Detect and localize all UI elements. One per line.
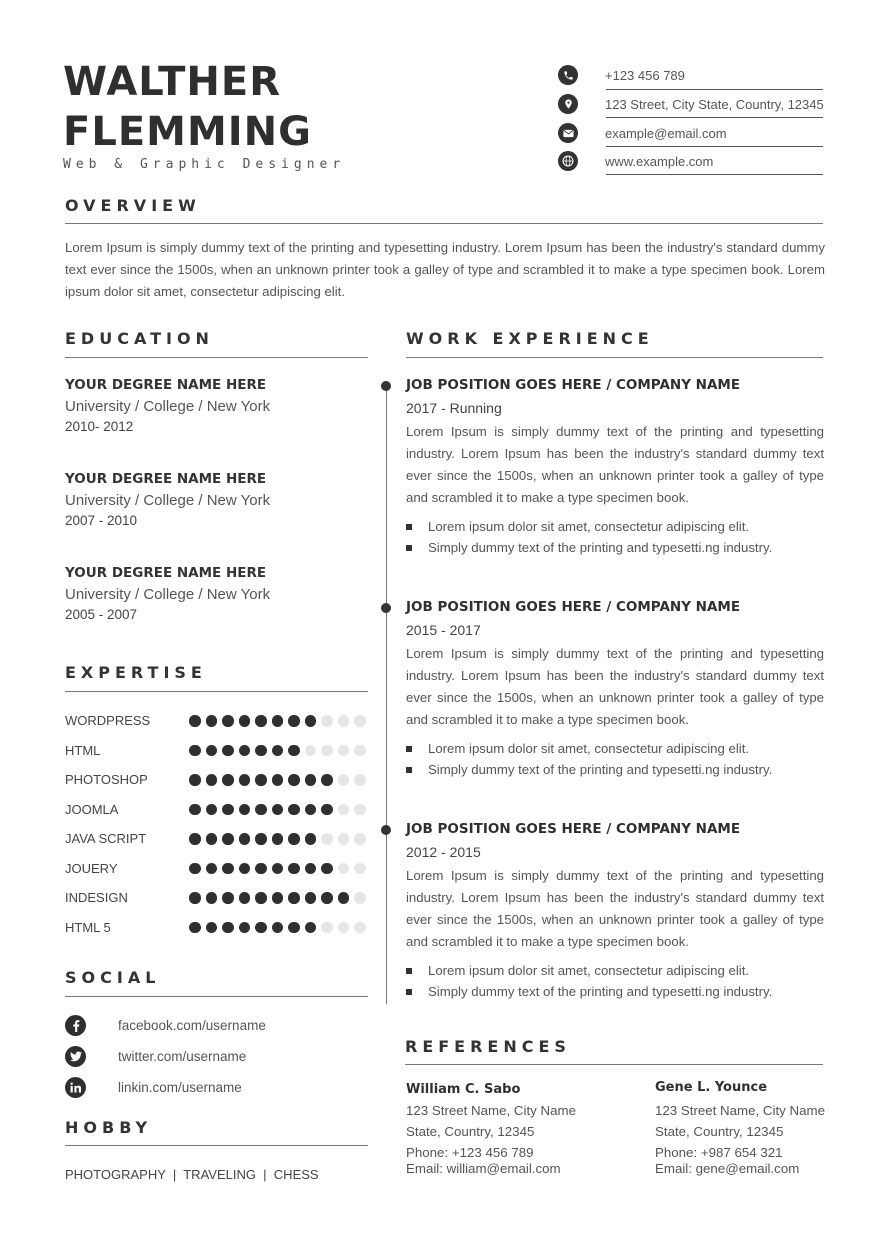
skill-dot-filled bbox=[288, 892, 300, 904]
skill-row bbox=[65, 713, 370, 729]
skill-dot-filled bbox=[288, 922, 300, 934]
skill-dot-filled bbox=[239, 804, 251, 816]
social-twitter[interactable] bbox=[65, 1046, 246, 1067]
contact-address-text: 123 Street, City State, Country, 12345 bbox=[605, 96, 824, 112]
hobby-list: PHOTOGRAPHY | TRAVELING | CHESS bbox=[65, 1167, 319, 1182]
reference-card bbox=[655, 1080, 825, 1176]
job-position: JOB POSITION GOES HERE / COMPANY NAME bbox=[406, 599, 741, 615]
social-facebook-text[interactable]: facebook.com/username bbox=[118, 1018, 266, 1033]
skill-dot-filled bbox=[272, 863, 284, 875]
job-dates: 2017 - Running bbox=[406, 400, 502, 416]
skill-row bbox=[65, 861, 370, 877]
location-pin-icon bbox=[558, 94, 578, 114]
skill-dot-filled bbox=[305, 863, 317, 875]
skill-dot-filled bbox=[255, 774, 267, 786]
contact-divider bbox=[606, 146, 823, 147]
skill-dot-empty bbox=[338, 833, 350, 845]
skill-dot-filled bbox=[239, 774, 251, 786]
social-facebook[interactable] bbox=[65, 1015, 266, 1036]
skill-level-dots bbox=[189, 715, 366, 727]
bullet-square bbox=[406, 545, 412, 551]
skill-dot-filled bbox=[321, 774, 333, 786]
skill-name: JAVA SCRIPT bbox=[65, 831, 147, 846]
reference-name: Gene L. Younce bbox=[655, 1080, 768, 1095]
social-rule bbox=[65, 996, 368, 997]
skill-dot-filled bbox=[272, 774, 284, 786]
skill-dot-filled bbox=[255, 892, 267, 904]
skill-row bbox=[65, 743, 370, 759]
job-entry bbox=[406, 821, 824, 999]
contact-phone bbox=[558, 65, 685, 85]
education-years: 2010- 2012 bbox=[65, 419, 134, 434]
school-name: University / College / New York bbox=[65, 586, 271, 603]
degree-name: YOUR DEGREE NAME HERE bbox=[65, 471, 267, 487]
skill-dot-filled bbox=[255, 804, 267, 816]
skill-dot-empty bbox=[338, 715, 350, 727]
skill-level-dots bbox=[189, 833, 366, 845]
skill-dot-filled bbox=[189, 863, 201, 875]
job-bullet: Simply dummy text of the printing and typesetti.ng industry. bbox=[406, 540, 824, 555]
skill-level-dots bbox=[189, 774, 366, 786]
skill-dot-filled bbox=[288, 774, 300, 786]
overview-text: Lorem Ipsum is simply dummy text of the printing and typesetting industry. Lorem Ipsum has been the industry's standard dummy text ever since the 1500s, when an unknown printer took a galley of type and scrambled it to make a type specimen book. Lorem ipsum dolor sit amet, consectetur adipiscing elit. bbox=[65, 240, 825, 299]
job-description: Lorem Ipsum is simply dummy text of the printing and typesetting industry. Lorem Ipsum has been the industry's standard dummy text ever since the 1500s, when an unknown printer took a galley of type and scrambled it to make a type specimen book. bbox=[406, 868, 824, 949]
skill-name: HTML bbox=[65, 742, 101, 758]
skill-dot-empty bbox=[354, 715, 366, 727]
education-item bbox=[65, 565, 270, 622]
skill-name: JOOMLA bbox=[65, 801, 119, 817]
skill-dot-filled bbox=[222, 745, 234, 757]
references-rule bbox=[405, 1064, 823, 1065]
skill-name: JOUERY bbox=[65, 860, 118, 876]
contact-website bbox=[558, 151, 713, 171]
skill-dot-filled bbox=[288, 833, 300, 845]
skill-dot-filled bbox=[305, 804, 317, 816]
skill-name: PHOTOSHOP bbox=[65, 772, 148, 787]
reference-phone: Phone: +123 456 789 bbox=[406, 1145, 534, 1160]
skill-dot-filled bbox=[305, 833, 317, 845]
education-years: 2007 - 2010 bbox=[65, 513, 138, 528]
skill-dot-filled bbox=[239, 863, 251, 875]
skill-level-dots bbox=[189, 922, 366, 934]
job-position: JOB POSITION GOES HERE / COMPANY NAME bbox=[406, 821, 741, 837]
education-heading: EDUCATION bbox=[65, 329, 214, 348]
work-experience-heading: WORK EXPERIENCE bbox=[406, 329, 654, 348]
job-title: Web & Graphic Designer bbox=[63, 157, 346, 172]
skill-level-dots bbox=[189, 804, 366, 816]
skill-dot-empty bbox=[354, 892, 366, 904]
skill-dot-filled bbox=[189, 833, 201, 845]
skill-dot-filled bbox=[239, 715, 251, 727]
skill-dot-filled bbox=[272, 892, 284, 904]
contact-divider bbox=[606, 117, 823, 118]
skill-dot-filled bbox=[305, 892, 317, 904]
skill-dot-filled bbox=[222, 833, 234, 845]
skill-dot-filled bbox=[288, 804, 300, 816]
school-name: University / College / New York bbox=[65, 492, 271, 509]
skill-dot-filled bbox=[321, 804, 333, 816]
skill-dot-empty bbox=[321, 745, 333, 757]
skill-row bbox=[65, 920, 370, 936]
skill-dot-filled bbox=[305, 774, 317, 786]
contact-block bbox=[558, 65, 828, 185]
skill-dot-filled bbox=[305, 715, 317, 727]
skill-dot-empty bbox=[354, 863, 366, 875]
skill-dot-filled bbox=[222, 804, 234, 816]
email-icon bbox=[558, 123, 578, 143]
skill-name: HTML 5 bbox=[65, 919, 111, 935]
skill-dot-filled bbox=[222, 774, 234, 786]
skill-dot-filled bbox=[321, 863, 333, 875]
globe-icon bbox=[558, 151, 578, 171]
skill-dot-filled bbox=[206, 774, 218, 786]
skill-dot-empty bbox=[354, 833, 366, 845]
bullet-square bbox=[406, 989, 412, 995]
skill-dot-filled bbox=[206, 745, 218, 757]
skill-dot-filled bbox=[206, 715, 218, 727]
skill-dot-empty bbox=[305, 745, 317, 757]
overview-rule bbox=[65, 223, 823, 224]
skill-dot-filled bbox=[206, 833, 218, 845]
job-bullet: Lorem ipsum dolor sit amet, consectetur adipiscing elit. bbox=[406, 741, 824, 756]
skill-dot-empty bbox=[354, 745, 366, 757]
skill-dot-empty bbox=[338, 922, 350, 934]
overview-heading: OVERVIEW bbox=[65, 196, 201, 215]
skill-dot-filled bbox=[222, 892, 234, 904]
work-experience-rule bbox=[406, 357, 823, 358]
timeline-dot bbox=[381, 825, 391, 835]
contact-email-text[interactable]: example@email.com bbox=[605, 125, 727, 141]
skill-dot-filled bbox=[239, 745, 251, 757]
skill-dot-empty bbox=[321, 922, 333, 934]
social-heading: SOCIAL bbox=[65, 968, 161, 987]
skill-name: INDESIGN bbox=[65, 890, 128, 905]
social-linkedin[interactable] bbox=[65, 1077, 242, 1098]
skill-dot-filled bbox=[222, 715, 234, 727]
contact-phone-text: +123 456 789 bbox=[605, 67, 685, 83]
degree-name: YOUR DEGREE NAME HERE bbox=[65, 565, 267, 581]
timeline-dot bbox=[381, 381, 391, 391]
job-bullet: Lorem ipsum dolor sit amet, consectetur adipiscing elit. bbox=[406, 963, 824, 978]
skill-row bbox=[65, 772, 370, 788]
skill-dot-filled bbox=[206, 892, 218, 904]
job-bullet: Simply dummy text of the printing and typesetti.ng industry. bbox=[406, 762, 824, 777]
reference-address: State, Country, 12345 bbox=[655, 1124, 784, 1139]
skill-dot-filled bbox=[255, 833, 267, 845]
skill-row bbox=[65, 831, 370, 847]
phone-icon bbox=[558, 65, 578, 85]
hobby-rule bbox=[65, 1145, 368, 1146]
skill-dot-filled bbox=[206, 922, 218, 934]
skill-dot-empty bbox=[354, 774, 366, 786]
skill-dot-filled bbox=[189, 774, 201, 786]
linkedin-icon bbox=[65, 1077, 86, 1098]
social-linkedin-text[interactable]: linkin.com/username bbox=[118, 1080, 242, 1095]
skill-dot-filled bbox=[255, 863, 267, 875]
skill-dot-filled bbox=[288, 863, 300, 875]
first-name: WALTHER bbox=[63, 59, 282, 105]
skill-dot-filled bbox=[189, 804, 201, 816]
skill-dot-filled bbox=[255, 922, 267, 934]
contact-website-text[interactable]: www.example.com bbox=[605, 153, 714, 169]
skill-level-dots bbox=[189, 863, 366, 875]
skill-dot-filled bbox=[189, 745, 201, 757]
skill-dot-filled bbox=[222, 922, 234, 934]
reference-address: State, Country, 12345 bbox=[406, 1124, 535, 1139]
skill-dot-filled bbox=[239, 922, 251, 934]
skill-dot-filled bbox=[272, 922, 284, 934]
skill-dot-filled bbox=[305, 922, 317, 934]
skill-dot-filled bbox=[272, 745, 284, 757]
skill-row bbox=[65, 802, 370, 818]
social-twitter-text[interactable]: twitter.com/username bbox=[118, 1049, 247, 1064]
skill-dot-filled bbox=[206, 863, 218, 875]
reference-phone: Phone: +987 654 321 bbox=[655, 1145, 783, 1160]
job-description: Lorem Ipsum is simply dummy text of the printing and typesetting industry. Lorem Ipsum has been the industry's standard dummy text ever since the 1500s, when an unknown printer took a galley of type and scrambled it to make a type specimen book. bbox=[406, 424, 824, 505]
job-dates: 2012 - 2015 bbox=[406, 844, 481, 860]
skill-level-dots bbox=[189, 892, 366, 904]
skill-dot-filled bbox=[288, 745, 300, 757]
skill-name: WORDPRESS bbox=[65, 713, 151, 728]
reference-card bbox=[406, 1082, 576, 1176]
job-bullet: Simply dummy text of the printing and typesetti.ng industry. bbox=[406, 984, 824, 999]
last-name: FLEMMING bbox=[63, 109, 312, 155]
reference-email[interactable]: Email: william@email.com bbox=[406, 1161, 561, 1176]
education-item bbox=[65, 471, 270, 528]
education-item bbox=[65, 377, 270, 434]
skill-dot-empty bbox=[338, 863, 350, 875]
skill-dot-empty bbox=[338, 774, 350, 786]
job-bullet: Lorem ipsum dolor sit amet, consectetur adipiscing elit. bbox=[406, 519, 824, 534]
contact-address bbox=[558, 94, 824, 114]
expertise-rule bbox=[65, 691, 368, 692]
job-description: Lorem Ipsum is simply dummy text of the printing and typesetting industry. Lorem Ipsum has been the industry's standard dummy text ever since the 1500s, when an unknown printer took a galley of type and scrambled it to make a type specimen book. bbox=[406, 646, 824, 727]
references-heading: REFERENCES bbox=[405, 1037, 571, 1056]
hobby-heading: HOBBY bbox=[65, 1118, 153, 1137]
skill-dot-empty bbox=[354, 804, 366, 816]
contact-divider bbox=[606, 174, 823, 175]
education-years: 2005 - 2007 bbox=[65, 607, 138, 622]
skill-dot-filled bbox=[321, 892, 333, 904]
timeline-dot bbox=[381, 603, 391, 613]
skill-dot-filled bbox=[255, 715, 267, 727]
skill-dot-filled bbox=[189, 715, 201, 727]
degree-name: YOUR DEGREE NAME HERE bbox=[65, 377, 267, 393]
skill-dot-filled bbox=[189, 922, 201, 934]
skill-dot-filled bbox=[189, 892, 201, 904]
skill-dot-filled bbox=[222, 863, 234, 875]
reference-name: William C. Sabo bbox=[406, 1082, 521, 1097]
reference-email[interactable]: Email: gene@email.com bbox=[655, 1161, 800, 1176]
job-entry bbox=[406, 377, 824, 555]
reference-address: 123 Street Name, City Name bbox=[406, 1103, 576, 1118]
contact-email bbox=[558, 123, 727, 143]
school-name: University / College / New York bbox=[65, 398, 271, 415]
bullet-square bbox=[406, 524, 412, 530]
contact-divider bbox=[606, 89, 823, 90]
skill-dot-filled bbox=[338, 892, 350, 904]
skill-dot-filled bbox=[272, 715, 284, 727]
bullet-square bbox=[406, 767, 412, 773]
education-rule bbox=[65, 357, 368, 358]
skill-dot-empty bbox=[354, 922, 366, 934]
timeline-line bbox=[386, 382, 387, 1004]
skill-dot-empty bbox=[338, 745, 350, 757]
skill-dot-filled bbox=[206, 804, 218, 816]
skill-dot-empty bbox=[338, 804, 350, 816]
skill-dot-filled bbox=[255, 745, 267, 757]
skill-dot-empty bbox=[321, 715, 333, 727]
job-position: JOB POSITION GOES HERE / COMPANY NAME bbox=[406, 377, 741, 393]
skill-dot-filled bbox=[272, 833, 284, 845]
bullet-square bbox=[406, 746, 412, 752]
reference-address: 123 Street Name, City Name bbox=[655, 1103, 825, 1118]
expertise-heading: EXPERTISE bbox=[65, 663, 207, 682]
skill-dot-filled bbox=[288, 715, 300, 727]
facebook-icon bbox=[65, 1015, 86, 1036]
job-dates: 2015 - 2017 bbox=[406, 622, 481, 638]
job-entry bbox=[406, 599, 824, 777]
skill-dot-filled bbox=[239, 892, 251, 904]
skill-dot-empty bbox=[321, 833, 333, 845]
skill-dot-filled bbox=[239, 833, 251, 845]
twitter-icon bbox=[65, 1046, 86, 1067]
bullet-square bbox=[406, 968, 412, 974]
skill-level-dots bbox=[189, 745, 366, 757]
skill-dot-filled bbox=[272, 804, 284, 816]
skill-row bbox=[65, 890, 370, 906]
